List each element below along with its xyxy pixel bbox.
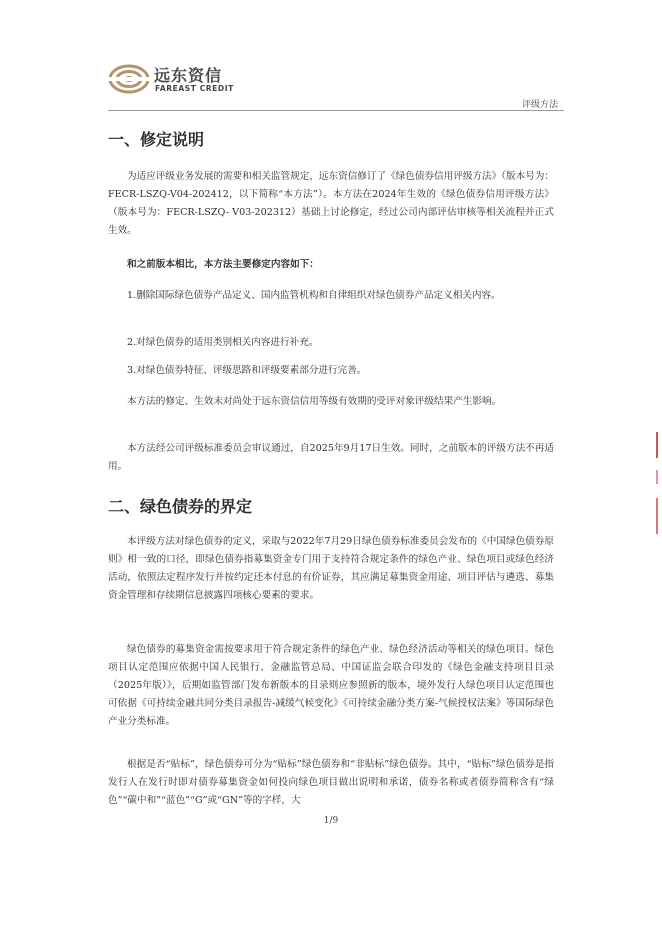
section-1-paragraph-5: 3.对绿色债券特征、评级思路和评级要素部分进行完善。 — [127, 365, 367, 376]
section-1-paragraph-3: 1.删除国际绿色债券产品定义、国内监管机构和自律组织对绿色债券产品定义相关内容。 — [127, 290, 501, 301]
header-divider — [108, 110, 564, 111]
scan-edge-mark — [656, 470, 658, 484]
scan-edge-mark — [656, 432, 658, 458]
section-1-paragraph-1: 为适应评级业务发展的需要和相关监管规定，远东资信修订了《绿色债券信用评级方法》（版本号为：FECR-LSZQ-V04-202412，以下简称“本方法”）。本方法在2024年生效的《绿色债券信用评级方法》（版本号为：FECR-LSZQ- V03-202312）基础上讨论修定，经过公司内部评估审核等相关流程并正式生效。 — [108, 171, 554, 236]
section-1-paragraph-6: 本方法的修定、生效未对尚处于远东资信信用等级有效期的受评对象评级结果产生影响。 — [127, 396, 502, 407]
fareast-credit-logo-icon — [108, 62, 150, 96]
section-2-paragraph-3: 根据是否“贴标”，绿色债券可分为“贴标”绿色债券和“非贴标”绿色债券。其中，“贴标”绿色债券是指发行人在发行时即对债券募集资金如何投向绿色项目做出说明和承诺，债券名称或者债券简称含有“绿色”“碳中和”“蓝色”“G”或“GN”等的字样，大 — [108, 759, 554, 806]
section-1-heading: 一、修定说明 — [108, 130, 205, 149]
section-1-paragraph-4: 2.对绿色债券的适用类别相关内容进行补充。 — [127, 337, 319, 348]
section-2-heading: 二、绿色债券的界定 — [108, 497, 253, 516]
scan-edge-mark — [656, 498, 658, 534]
section-1-paragraph-2: 和之前版本相比，本方法主要修定内容如下： — [127, 259, 319, 270]
company-logo — [108, 60, 248, 100]
page-number: 1/9 — [323, 816, 339, 826]
section-2-paragraph-2: 绿色债券的募集资金需按要求用于符合规定条件的绿色产业、绿色经济活动等相关的绿色项目。绿色项目认定范围应依据中国人民银行、金融监管总局、中国证监会联合印发的《绿色金融支持项目目录（2025年版）》，后期如监管部门发布新版本的目录则应参照新的版本，境外发行人绿色项目认定范围也可依据《可持续金融共同分类目录报告-减缓气候变化》《可持续金融分类方案-气候授权法案》等国际绿色产业分类标准。 — [108, 644, 554, 727]
logo-text-en: FAREAST CREDIT — [155, 84, 234, 93]
logo-text-cn: 远东资信 — [154, 66, 223, 85]
section-2-paragraph-1: 本评级方法对绿色债券的定义，采取与2022年7月29日绿色债券标准委员会发布的《中国绿色债券原则》相一致的口径，即绿色债券指募集资金专门用于支持符合规定条件的绿色产业、绿色项目或绿色经济活动，依照法定程序发行并按约定还本付息的有价证券，其应满足募集资金用途、项目评估与遴选、募集资金管理和存续期信息披露四项核心要素的要求。 — [108, 536, 554, 601]
document-type-label: 评级方法 — [521, 100, 558, 110]
section-1-paragraph-7: 本方法经公司评级标准委员会审议通过，自2025年9月17日生效。同时，之前版本的评级方法不再适用。 — [108, 443, 554, 472]
